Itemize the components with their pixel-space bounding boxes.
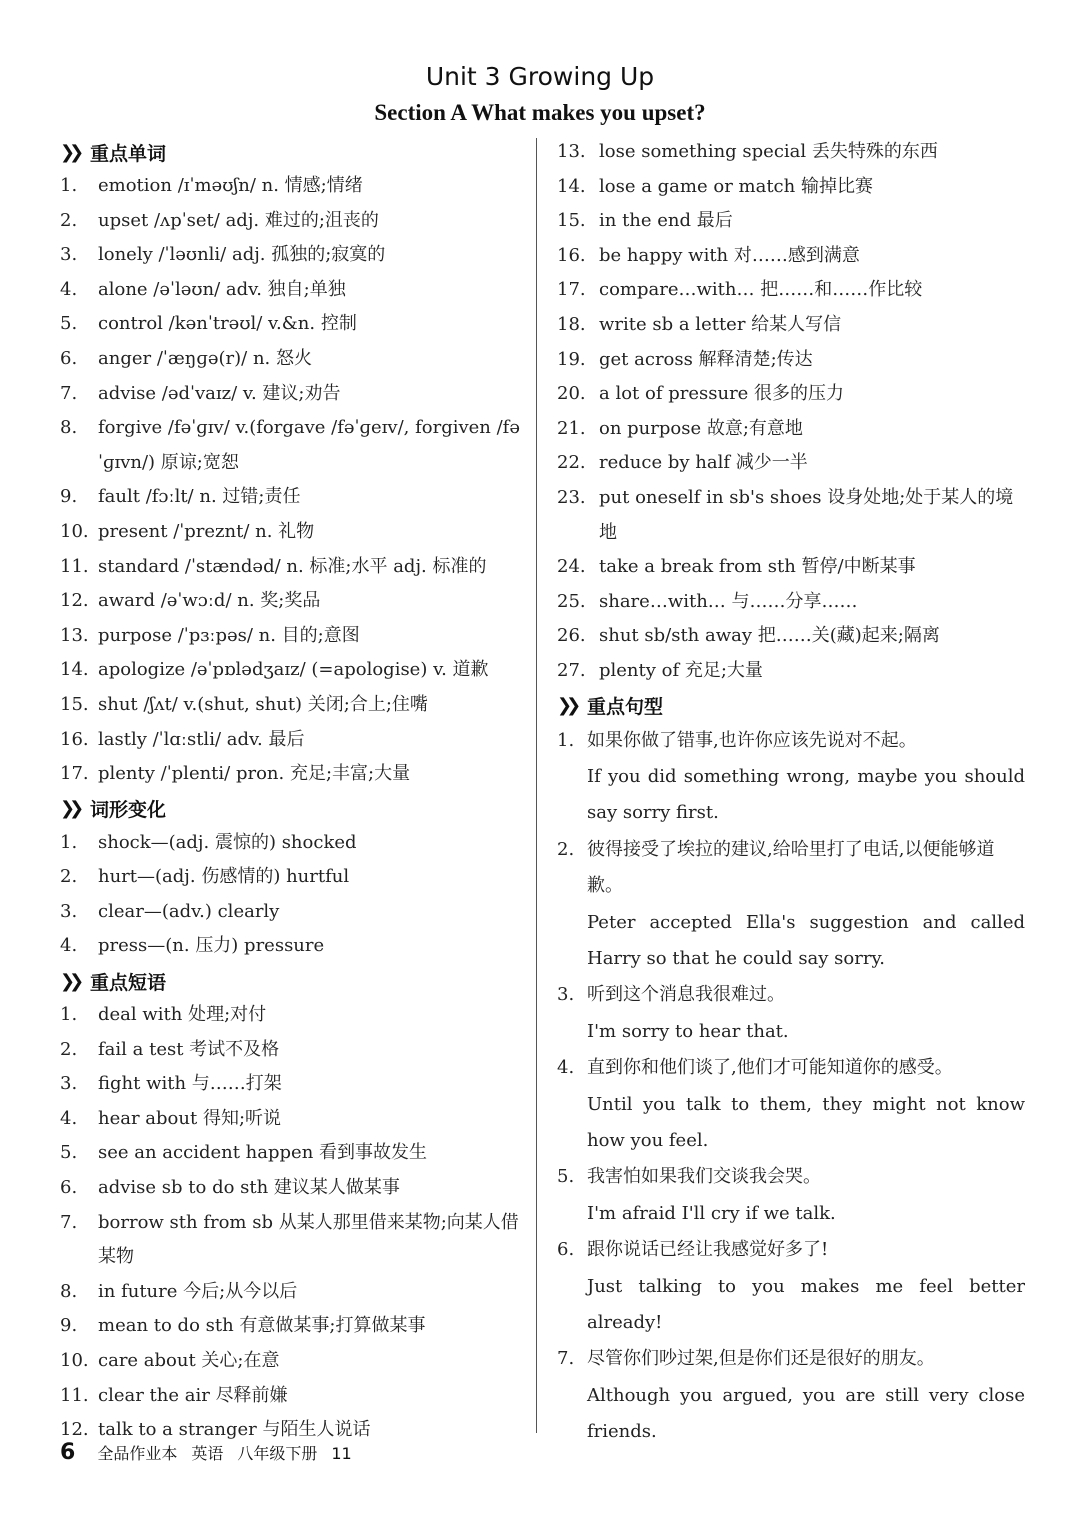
item-number: 7. [60,1211,78,1233]
word-form-item [60,826,522,861]
phrase-item [557,239,1025,274]
sentence-item [557,1159,1025,1232]
item-number: 9. [60,486,78,508]
sentence-number: 2. [557,838,575,860]
item-text: write sb a letter 给某人写信 [599,313,842,335]
item-number: 1. [60,175,78,196]
item-text: take a break from sth 暂停/中断某事 [599,556,916,578]
phrases-list [60,998,522,1448]
word-form-item [60,929,522,964]
phrase-item [60,1206,522,1275]
item-text: alone /əˈləʊn/ adv. 独自;单独 [98,278,346,300]
item-number: 4. [60,278,78,300]
item-text: press—(n. 压力) pressure [98,935,325,957]
item-number: 3. [60,244,78,266]
item-text: fight with 与……打架 [98,1073,282,1095]
phrase-item [557,619,1025,654]
vocab-item [60,653,522,688]
sentence-english: Just talking to you makes me feel better already! [587,1275,1025,1333]
sentence-chinese: 直到你和他们谈了,他们才可能知道你的感受。 [587,1057,953,1079]
vocab-item [60,619,522,654]
grade-name: 八年级下册 [237,1444,318,1463]
item-text: shut /ʃʌt/ v.(shut, shut) 关闭;合上;住嘴 [98,693,428,715]
item-text: on purpose 故意;有意地 [599,417,803,439]
word-forms-list [60,826,522,964]
item-number: 14. [60,659,89,681]
item-number: 6. [60,1177,78,1199]
sentence-body [587,977,1025,1050]
item-number: 1. [60,1004,78,1026]
item-text: anger /ˈæŋɡə(r)/ n. 怒火 [98,347,312,369]
item-number: 11. [60,1384,89,1406]
item-text: get across 解释清楚;传达 [599,348,813,370]
item-text: purpose /ˈpɜːpəs/ n. 目的;意图 [98,624,360,646]
vocab-item [60,723,522,758]
item-number: 13. [60,624,89,646]
section-heading-forms [60,792,522,826]
section-heading-vocab [60,135,522,169]
phrase-item [60,1067,522,1102]
sentence-item [557,832,1025,978]
sentence-chinese: 我害怕如果我们交谈我会哭。 [587,1166,821,1188]
vocab-list [60,169,522,792]
page-number: 6 [60,1440,76,1465]
item-text: fail a test 考试不及格 [98,1038,280,1060]
phrase-item [557,481,1025,550]
double-chevron-icon: ❯❯ [60,798,79,820]
phrase-item [60,998,522,1033]
phrase-item [60,1033,522,1068]
sentence-english: Although you argued, you are still very close friends. [587,1384,1025,1443]
item-text: share…with… 与……分享…… [599,590,858,612]
phrase-item [557,204,1025,239]
item-number: 24. [557,556,586,578]
page-footer [60,1440,352,1465]
double-chevron-icon: ❯❯ [60,141,79,163]
item-number: 3. [60,1073,78,1095]
sentence-chinese: 尽管你们吵过架,但是你们还是很好的朋友。 [587,1348,935,1370]
word-form-item [60,860,522,895]
item-number: 3. [60,900,78,922]
vocab-item [60,377,522,412]
page-code: 11 [331,1444,352,1463]
phrase-item [60,1102,522,1137]
sentence-item [557,1232,1025,1341]
item-number: 4. [60,1107,78,1129]
phrase-item [60,1379,522,1414]
item-text: plenty of 充足;大量 [599,659,763,681]
item-text: shut sb/sth away 把……关(藏)起来;隔离 [599,625,940,647]
phrase-item [60,1275,522,1310]
vocab-item [60,204,522,239]
section-heading-label: 重点短语 [90,971,167,994]
item-text: award /əˈwɔːd/ n. 奖;奖品 [98,590,321,612]
sentence-body [587,1341,1025,1450]
item-number: 2. [60,866,78,888]
phrase-item [557,308,1025,343]
item-text: lose a game or match 输掉比赛 [599,175,873,197]
sentence-chinese: 听到这个消息我很难过。 [587,984,785,1006]
sentence-number: 3. [557,984,575,1006]
sentence-english: Peter accepted Ella's suggestion and called Harry so that he could say sorry. [587,911,1025,969]
section-heading-sentences [557,689,1025,723]
item-number: 5. [60,313,78,335]
sentence-chinese: 如果你做了错事,也许你应该先说对不起。 [587,729,917,751]
item-text: clear the air 尽释前嫌 [98,1384,288,1406]
item-text: hurt—(adj. 伤感情的) hurtful [98,866,350,888]
item-number: 15. [557,210,586,232]
item-text: lonely /ˈləʊnli/ adj. 孤独的;寂寞的 [98,244,386,266]
sentence-english: I'm afraid I'll cry if we talk. [587,1202,836,1224]
vocab-item [60,307,522,342]
item-text: upset /ʌpˈset/ adj. 难过的;沮丧的 [98,209,379,231]
book-name: 全品作业本 [97,1444,178,1463]
sentence-item [557,1341,1025,1450]
sentence-item [557,977,1025,1050]
left-column [60,135,522,1448]
section-heading-label: 重点单词 [90,142,167,165]
item-number: 2. [60,1038,78,1060]
item-text: present /ˈpreznt/ n. 礼物 [98,520,315,542]
item-number: 12. [60,1419,89,1441]
item-text: hear about 得知;听说 [98,1107,282,1129]
item-number: 6. [60,347,78,369]
item-text: fault /fɔːlt/ n. 过错;责任 [98,486,301,508]
item-text: in the end 最后 [599,210,733,232]
phrase-item [557,170,1025,205]
phrase-item [557,343,1025,378]
phrase-item [60,1171,522,1206]
phrase-item [557,412,1025,447]
sentence-number: 6. [557,1239,575,1261]
item-text: be happy with 对……感到满意 [599,244,860,266]
sentence-number: 7. [557,1348,575,1370]
item-number: 16. [60,728,89,750]
sentence-english: Until you talk to them, they might not know how you feel. [587,1093,1025,1151]
item-text: in future 今后;从今以后 [98,1280,298,1302]
item-text: borrow sth from sb 从某人那里借来某物;向某人借某物 [98,1211,519,1268]
item-number: 1. [60,831,78,853]
vocab-item [60,688,522,723]
item-number: 15. [60,693,89,715]
sentence-number: 1. [557,729,575,751]
sentences-list [557,723,1025,1451]
item-text: advise /ədˈvaɪz/ v. 建议;劝告 [98,382,341,404]
sentence-body [587,832,1025,978]
item-number: 17. [557,279,586,301]
item-number: 23. [557,486,586,508]
item-number: 18. [557,313,586,335]
sentence-chinese: 彼得接受了埃拉的建议,给哈里打了电话,以便能够道歉。 [587,838,995,897]
unit-title: Unit 3 Growing Up [425,62,655,91]
sentence-item [557,1050,1025,1159]
item-text: forgive /fəˈɡɪv/ v.(forgave /fəˈɡeɪv/, forgiven /fəˈɡɪvn/) 原谅;宽恕 [98,417,520,473]
vocab-item [60,757,522,792]
word-form-item [60,895,522,930]
item-text: clear—(adv.) clearly [98,900,280,922]
section-heading-phrases [60,964,522,998]
item-number: 9. [60,1315,78,1337]
sentence-number: 4. [557,1057,575,1079]
item-number: 12. [60,590,89,612]
vocab-item [60,273,522,308]
sentence-item [557,723,1025,832]
section-title: Section A What makes you upset? [374,100,706,125]
phrase-item [557,377,1025,412]
item-number: 16. [557,244,586,266]
vocab-item [60,238,522,273]
item-text: put oneself in sb's shoes 设身处地;处于某人的境地 [599,486,1014,543]
item-text: control /kənˈtrəʊl/ v.&n. 控制 [98,313,357,335]
subject-name: 英语 [191,1444,224,1463]
item-text: apologize /əˈpɒlədʒaɪz/ (=apologise) v. 道歉 [98,659,489,681]
item-number: 21. [557,417,586,439]
phrase-item [557,135,1025,170]
item-text: a lot of pressure 很多的压力 [599,383,845,405]
item-number: 14. [557,175,586,197]
phrase-item [557,585,1025,620]
right-column [557,135,1025,1451]
vocab-item [60,480,522,515]
sentence-body [587,1050,1025,1159]
item-number: 19. [557,348,586,370]
item-number: 26. [557,625,586,647]
item-text: see an accident happen 看到事故发生 [98,1142,428,1164]
item-number: 17. [60,763,89,785]
phrase-item [60,1309,522,1344]
item-number: 13. [557,141,586,162]
sentence-english: I'm sorry to hear that. [587,1020,789,1042]
item-text: standard /ˈstændəd/ n. 标准;水平 adj. 标准的 [98,555,487,577]
vocab-item [60,411,522,480]
item-number: 10. [60,520,89,542]
item-text: compare…with… 把……和……作比较 [599,279,923,301]
item-text: plenty /ˈplenti/ pron. 充足;丰富;大量 [98,763,411,785]
vocab-item [60,550,522,585]
item-text: shock—(adj. 震惊的) shocked [98,831,357,853]
item-text: lose something special 丢失特殊的东西 [599,141,938,162]
item-number: 27. [557,659,586,681]
double-chevron-icon: ❯❯ [60,970,79,992]
vocab-item [60,169,522,204]
item-text: deal with 处理;对付 [98,1004,267,1026]
item-text: lastly /ˈlɑːstli/ adv. 最后 [98,728,305,750]
phrase-item [557,273,1025,308]
item-number: 4. [60,935,78,957]
phrases-list-continued [557,135,1025,689]
phrase-item [557,446,1025,481]
item-number: 2. [60,209,78,231]
item-text: advise sb to do sth 建议某人做某事 [98,1177,400,1199]
sentence-body [587,723,1025,832]
item-number: 22. [557,452,586,474]
item-text: mean to do sth 有意做某事;打算做某事 [98,1315,426,1337]
phrase-item [557,654,1025,689]
item-text: care about 关心;在意 [98,1350,280,1371]
item-number: 11. [60,555,89,577]
sentence-chinese: 跟你说话已经让我感觉好多了! [587,1239,829,1261]
item-number: 8. [60,1280,78,1302]
item-number: 20. [557,383,586,405]
sentence-english: If you did something wrong, maybe you should say sorry first. [587,765,1025,824]
phrase-item [60,1344,522,1379]
item-number: 8. [60,417,78,439]
double-chevron-icon: ❯❯ [557,695,576,716]
item-text: reduce by half 减少一半 [599,452,808,474]
sentence-body [587,1159,1025,1232]
item-text: talk to a stranger 与陌生人说话 [98,1419,371,1441]
item-number: 5. [60,1142,78,1164]
sentence-body [587,1232,1025,1341]
vocab-item [60,515,522,550]
phrase-item [557,550,1025,585]
sentence-number: 5. [557,1166,575,1188]
item-text: emotion /ɪˈməʊʃn/ n. 情感;情绪 [98,175,363,196]
item-number: 7. [60,382,78,404]
item-number: 10. [60,1350,89,1371]
phrase-item [60,1136,522,1171]
vocab-item [60,342,522,377]
item-number: 25. [557,590,586,612]
section-heading-label: 重点句型 [587,696,664,718]
column-divider [536,138,537,1433]
vocab-item [60,584,522,619]
section-heading-label: 词形变化 [90,799,167,822]
